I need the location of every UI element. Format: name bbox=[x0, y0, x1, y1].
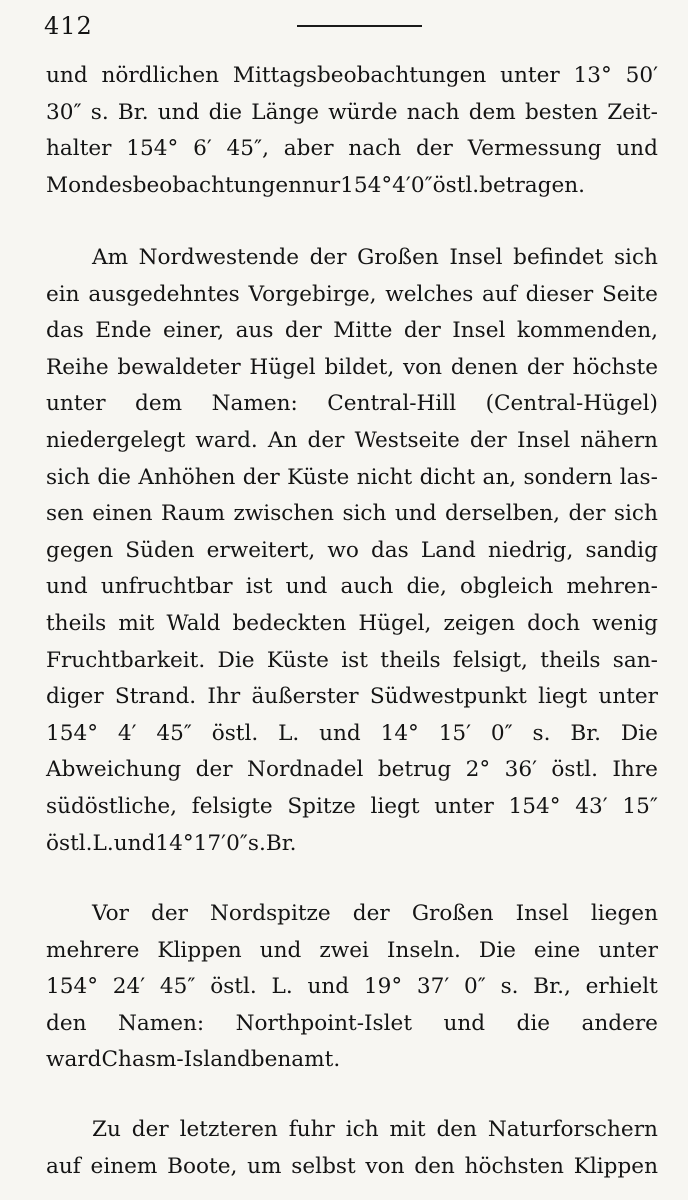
word: L. bbox=[278, 720, 300, 746]
word: östl. bbox=[46, 830, 93, 856]
text-line bbox=[46, 350, 658, 387]
word: 15′ bbox=[438, 720, 472, 746]
word: Insel bbox=[452, 318, 506, 344]
word: liegt bbox=[370, 793, 420, 819]
text-line bbox=[46, 496, 658, 533]
word: niedergelegt bbox=[46, 427, 186, 453]
word: Großen bbox=[357, 245, 439, 270]
word: 17′ bbox=[193, 830, 227, 856]
word: fuhr bbox=[288, 1117, 335, 1142]
word: wo bbox=[327, 537, 359, 563]
word: sich bbox=[613, 501, 658, 527]
word: die bbox=[516, 1010, 551, 1036]
word: unter bbox=[500, 63, 560, 88]
word: Mondesbeobachtungen bbox=[46, 172, 303, 198]
paragraph bbox=[46, 240, 658, 862]
word: derselben, bbox=[444, 501, 561, 527]
word: bedeckten bbox=[232, 610, 347, 636]
word: einem bbox=[90, 1153, 158, 1179]
word: östl. bbox=[210, 974, 257, 1000]
word: 14° bbox=[155, 830, 194, 856]
word: 37′ bbox=[416, 974, 450, 1000]
word: Inseln. bbox=[386, 937, 461, 963]
text-line bbox=[46, 716, 658, 753]
word: theils bbox=[46, 610, 107, 636]
word: den bbox=[46, 1010, 87, 1036]
word: östl. bbox=[551, 757, 598, 783]
word: Chasm-Island bbox=[101, 1047, 251, 1073]
word: L. bbox=[92, 830, 114, 856]
word: betrug bbox=[377, 757, 452, 783]
word: und bbox=[319, 720, 361, 746]
word: und bbox=[285, 574, 328, 600]
word: 154° bbox=[46, 974, 99, 1000]
word: und bbox=[616, 136, 658, 162]
word: Vermessung bbox=[467, 136, 602, 162]
word: der bbox=[307, 427, 345, 453]
word: 0″ bbox=[226, 830, 248, 856]
word: 45″ bbox=[156, 720, 192, 746]
word: der bbox=[242, 464, 280, 490]
word: von bbox=[402, 354, 443, 380]
word: der bbox=[415, 136, 453, 162]
word: und bbox=[307, 974, 350, 1000]
word: selbst bbox=[291, 1153, 356, 1179]
text-line bbox=[46, 1042, 658, 1079]
word: östl. bbox=[211, 720, 259, 746]
word: Br. bbox=[570, 720, 602, 746]
word: mit bbox=[118, 610, 155, 636]
word: der bbox=[195, 757, 233, 783]
word: denen bbox=[450, 354, 519, 380]
text-line bbox=[46, 933, 658, 970]
word: ist bbox=[341, 647, 368, 673]
header-rule bbox=[297, 25, 422, 27]
word: Hügel bbox=[249, 354, 316, 380]
text-line bbox=[46, 386, 658, 423]
word: 4′ bbox=[117, 720, 137, 746]
word: 45″, bbox=[226, 136, 269, 162]
word: mehren- bbox=[566, 574, 658, 600]
word: bewaldeter bbox=[117, 354, 241, 380]
word: 154° bbox=[340, 172, 393, 198]
word: an, bbox=[482, 464, 517, 490]
word: niedrig, bbox=[488, 537, 574, 563]
word: Nordnadel bbox=[247, 757, 364, 783]
word: 36′ bbox=[504, 757, 537, 783]
word: Ende bbox=[95, 318, 152, 344]
word: 154° bbox=[126, 136, 179, 162]
word: auch bbox=[340, 574, 394, 600]
word: bildet, bbox=[324, 354, 395, 380]
word: dem bbox=[468, 99, 516, 125]
word: Seite bbox=[602, 281, 658, 307]
word: zeigen bbox=[443, 610, 516, 636]
word: der bbox=[284, 318, 322, 344]
word: ist bbox=[245, 574, 273, 600]
word: 19° bbox=[363, 974, 403, 1000]
word: eine bbox=[533, 937, 581, 963]
word: 15″ bbox=[622, 793, 658, 819]
text-line bbox=[46, 58, 658, 95]
word: unter bbox=[46, 391, 106, 417]
text-line bbox=[46, 131, 658, 168]
word: Br. bbox=[265, 830, 297, 856]
word: ausgedehntes bbox=[88, 281, 240, 307]
word: welches bbox=[385, 281, 474, 307]
word: andere bbox=[581, 1010, 658, 1036]
word: Mittagsbeobachtungen bbox=[232, 63, 487, 88]
text-line bbox=[46, 896, 658, 933]
word: auf bbox=[46, 1153, 81, 1179]
text-line bbox=[46, 789, 658, 826]
text-line bbox=[46, 752, 658, 789]
word: der bbox=[309, 245, 347, 270]
paragraph bbox=[46, 896, 658, 1079]
word: äußerster bbox=[251, 684, 359, 710]
word: Boote, bbox=[167, 1153, 238, 1179]
word: Fruchtbarkeit. bbox=[46, 647, 206, 673]
word: benamt. bbox=[250, 1047, 341, 1073]
word: Ihre bbox=[612, 757, 658, 783]
word: die bbox=[208, 99, 243, 125]
word: ward. bbox=[195, 427, 258, 453]
word: felsigt, bbox=[452, 647, 528, 673]
word: sen bbox=[46, 501, 84, 527]
word: Großen bbox=[411, 901, 494, 926]
word: halter bbox=[46, 136, 112, 162]
word: doch bbox=[527, 610, 580, 636]
text-line bbox=[46, 277, 658, 314]
word: Die bbox=[478, 937, 516, 963]
word: Namen: bbox=[211, 391, 298, 417]
word: aber bbox=[283, 136, 334, 162]
word: von bbox=[365, 1153, 405, 1179]
word: erhielt bbox=[585, 974, 658, 1000]
text-line bbox=[46, 168, 658, 205]
word: der bbox=[131, 1117, 169, 1142]
text-line bbox=[46, 969, 658, 1006]
word: Länge bbox=[251, 99, 320, 125]
word: und bbox=[259, 937, 302, 963]
word: Wald bbox=[166, 610, 221, 636]
word: Süden bbox=[125, 537, 195, 563]
word: 4′ bbox=[392, 172, 411, 198]
text-line bbox=[46, 826, 658, 863]
word: 14° bbox=[380, 720, 419, 746]
word: obgleich bbox=[460, 574, 554, 600]
word: Westseite bbox=[354, 427, 460, 453]
word: nach bbox=[406, 99, 460, 125]
word: Naturforschern bbox=[487, 1117, 658, 1142]
word: und bbox=[394, 501, 437, 527]
word: sandig bbox=[585, 537, 658, 563]
word: liegen bbox=[590, 901, 658, 926]
word: (Central-Hügel) bbox=[485, 391, 658, 417]
word: Klippen bbox=[157, 937, 242, 963]
word: nicht bbox=[356, 464, 413, 490]
word: Br. bbox=[117, 99, 149, 125]
word: sondern bbox=[523, 464, 613, 490]
text-line bbox=[46, 606, 658, 643]
word: der bbox=[352, 901, 390, 926]
word: nach bbox=[348, 136, 402, 162]
word: Mitte bbox=[333, 318, 393, 344]
word: s. bbox=[532, 720, 551, 746]
word: s. bbox=[90, 99, 109, 125]
word: 45″ bbox=[159, 974, 196, 1000]
text-line bbox=[46, 533, 658, 570]
word: sich bbox=[46, 464, 90, 490]
word: zwei bbox=[319, 937, 369, 963]
paragraph bbox=[46, 58, 658, 204]
word: das bbox=[46, 318, 84, 344]
word: und bbox=[443, 1010, 486, 1036]
word: höchsten bbox=[464, 1153, 564, 1179]
word: der bbox=[403, 318, 441, 344]
word: Zu bbox=[92, 1117, 121, 1142]
word: 30″ bbox=[46, 99, 82, 125]
word: theils bbox=[380, 647, 441, 673]
word: Klippen bbox=[573, 1153, 658, 1179]
word: der bbox=[526, 354, 564, 380]
word: einen bbox=[92, 501, 153, 527]
word: 0″ bbox=[464, 974, 486, 1000]
word: und bbox=[46, 574, 88, 600]
word: den bbox=[414, 1153, 455, 1179]
word: diger bbox=[46, 684, 104, 710]
word: Hügel, bbox=[358, 610, 432, 636]
word: Anhöhen bbox=[138, 464, 236, 490]
word: Reihe bbox=[46, 354, 109, 380]
word: und bbox=[157, 99, 200, 125]
word: 6′ bbox=[193, 136, 212, 162]
word: östl. bbox=[432, 172, 480, 198]
word: L. bbox=[271, 974, 293, 1000]
word: gegen bbox=[46, 537, 114, 563]
word: dicht bbox=[419, 464, 476, 490]
word: sich bbox=[342, 501, 387, 527]
word: liegt bbox=[538, 684, 588, 710]
word: Insel bbox=[449, 245, 503, 270]
word: nördlichen bbox=[101, 63, 220, 88]
word: mit bbox=[389, 1117, 426, 1142]
word: mehrere bbox=[46, 937, 140, 963]
word: Küste bbox=[266, 647, 329, 673]
word: dem bbox=[135, 391, 183, 417]
word: Spitze bbox=[287, 793, 356, 819]
word: unter bbox=[598, 684, 658, 710]
word: betragen. bbox=[479, 172, 586, 198]
word: unter bbox=[434, 793, 494, 819]
paragraph bbox=[46, 1112, 658, 1185]
word: ein bbox=[46, 281, 80, 307]
text-line bbox=[46, 643, 658, 680]
word: unfruchtbar bbox=[100, 574, 233, 600]
word: Abweichung bbox=[46, 757, 182, 783]
word: ward bbox=[46, 1047, 102, 1073]
word: 0″ bbox=[410, 172, 433, 198]
word: s. bbox=[247, 830, 266, 856]
word: 13° bbox=[573, 63, 612, 88]
word: s. bbox=[500, 974, 519, 1000]
word: Küste bbox=[287, 464, 350, 490]
word: aus bbox=[235, 318, 274, 344]
word: Insel bbox=[515, 901, 569, 926]
text-line bbox=[46, 1149, 658, 1186]
word: san- bbox=[612, 647, 658, 673]
word: theils bbox=[540, 647, 601, 673]
word: Raum bbox=[160, 501, 225, 527]
word: erweitert, bbox=[206, 537, 316, 563]
word: Die bbox=[217, 647, 255, 673]
word: 154° bbox=[46, 720, 99, 746]
text-line bbox=[46, 423, 658, 460]
word: und bbox=[113, 830, 156, 856]
word: An bbox=[267, 427, 298, 453]
word: 2° bbox=[465, 757, 491, 783]
word: befindet bbox=[513, 245, 604, 270]
word: einer, bbox=[162, 318, 225, 344]
word: südöstliche, bbox=[46, 793, 178, 819]
word: Ihr bbox=[207, 684, 241, 710]
word: letzteren bbox=[179, 1117, 278, 1142]
word: Die bbox=[620, 720, 658, 746]
word: kommenden, bbox=[516, 318, 658, 344]
page-number: 412 bbox=[44, 12, 93, 40]
word: Vorgebirge, bbox=[248, 281, 377, 307]
word: Nordwestende bbox=[138, 245, 300, 270]
word: Central-Hill bbox=[327, 391, 457, 417]
text-line bbox=[46, 313, 658, 350]
word: Zeit- bbox=[607, 99, 658, 125]
word: 154° bbox=[508, 793, 561, 819]
word: Am bbox=[92, 245, 129, 270]
word: Südwestpunkt bbox=[369, 684, 527, 710]
text-line bbox=[46, 569, 658, 606]
word: Land bbox=[420, 537, 476, 563]
word: der bbox=[469, 427, 507, 453]
word: wenig bbox=[592, 610, 658, 636]
text-line bbox=[46, 95, 658, 132]
word: würde bbox=[328, 99, 398, 125]
word: auf bbox=[482, 281, 517, 307]
word: der bbox=[568, 501, 606, 527]
word: Nordspitze bbox=[210, 901, 331, 926]
word: der bbox=[151, 901, 188, 926]
word: Vor bbox=[92, 901, 129, 926]
word: nähern bbox=[580, 427, 658, 453]
word: und bbox=[46, 63, 88, 88]
word: Br., bbox=[533, 974, 571, 1000]
text-line bbox=[46, 679, 658, 716]
word: die, bbox=[406, 574, 447, 600]
word: nur bbox=[302, 172, 341, 198]
word: 0″ bbox=[490, 720, 513, 746]
word: Namen: bbox=[117, 1010, 205, 1036]
word: zwischen bbox=[233, 501, 334, 527]
word: besten bbox=[524, 99, 599, 125]
text-line bbox=[46, 460, 658, 497]
word: 24′ bbox=[112, 974, 146, 1000]
word: Northpoint-Islet bbox=[235, 1010, 412, 1036]
word: das bbox=[370, 537, 409, 563]
word: dieser bbox=[525, 281, 594, 307]
text-line bbox=[46, 240, 658, 277]
word: las- bbox=[619, 464, 658, 490]
text-line bbox=[46, 1112, 658, 1149]
word: felsigte bbox=[191, 793, 273, 819]
word: unter bbox=[598, 937, 658, 963]
word: um bbox=[247, 1153, 282, 1179]
word: höchste bbox=[572, 354, 658, 380]
text-line bbox=[46, 1006, 658, 1043]
word: sich bbox=[613, 245, 658, 270]
word: die bbox=[97, 464, 131, 490]
word: Strand. bbox=[114, 684, 197, 710]
word: ich bbox=[345, 1117, 379, 1142]
word: 50′ bbox=[625, 63, 658, 88]
word: 43′ bbox=[575, 793, 608, 819]
word: Insel bbox=[516, 427, 571, 453]
word: den bbox=[436, 1117, 477, 1142]
